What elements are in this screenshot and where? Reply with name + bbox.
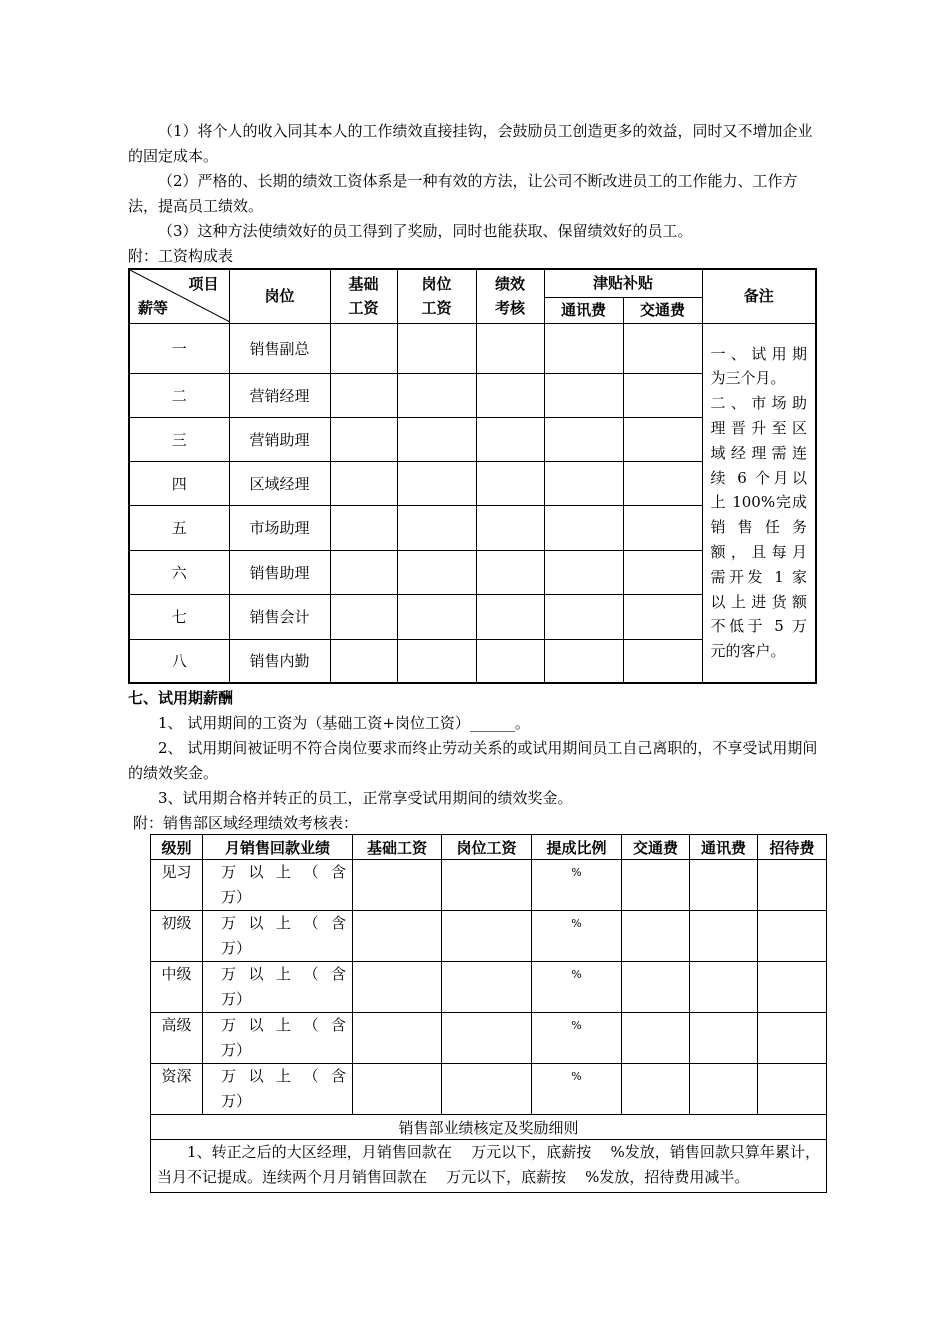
header-base-salary: 基础 工资 (330, 269, 397, 323)
table-row (151, 1013, 827, 1064)
sales-range-cell: 万 以 上 （ 含 万） (203, 860, 353, 911)
performance-assessment-table (150, 834, 827, 1193)
sales-range-cell: 万 以 上 （ 含 万） (203, 1013, 353, 1064)
grade-cell: 一 (129, 323, 229, 373)
commission-percent-cell: % (532, 1064, 622, 1115)
col-header-level: 级别 (151, 835, 203, 860)
col-header-phone-fee: 通讯费 (690, 835, 758, 860)
commission-percent-cell: % (532, 1013, 622, 1064)
header-post-salary: 岗位 工资 (397, 269, 476, 323)
header-diagonal-cell (129, 269, 229, 323)
remark-cell: 一、试用期 为三个月。 二、市场助 理晋升至区 域经理需连 续 6 个月以 上 100%完成 销 售 任 务 额，且每月 需开发 1 家 以上进货额 不低于 5 万 元的客户。 (702, 323, 816, 683)
table-row (151, 1064, 827, 1115)
table-row (151, 911, 827, 962)
header-allowance: 津贴补贴 (544, 269, 702, 297)
col-header-commission-rate: 提成比例 (532, 835, 622, 860)
footer-text-row (151, 1140, 827, 1193)
position-cell: 销售助理 (229, 550, 330, 594)
position-cell: 营销助理 (229, 417, 330, 461)
paragraph-2: （2）严格的、长期的绩效工资体系是一种有效的方法，让公司不断改进员工的工作能力、工作方法，提高员工绩效。 (128, 172, 798, 215)
header-position: 岗位 (229, 269, 330, 323)
commission-percent-cell: % (532, 962, 622, 1013)
col-header-entertainment-fee: 招待费 (758, 835, 827, 860)
salary-structure-table (128, 268, 817, 684)
header-grade: 薪等 (138, 299, 169, 318)
grade-cell: 八 (129, 639, 229, 683)
grade-cell: 七 (129, 594, 229, 639)
col-header-post-salary: 岗位工资 (442, 835, 532, 860)
header-remark: 备注 (702, 269, 816, 323)
header-item: 项目 (188, 275, 219, 294)
grade-cell: 三 (129, 417, 229, 461)
sales-range-cell: 万 以 上 （ 含 万） (203, 911, 353, 962)
position-cell: 市场助理 (229, 505, 330, 550)
grade-cell: 五 (129, 505, 229, 550)
col-header-transport-fee: 交通费 (622, 835, 690, 860)
section-7-item-3: 3、试用期合格并转正的员工，正常享受试用期间的绩效奖金。 (158, 789, 573, 807)
grade-cell: 二 (129, 373, 229, 417)
footer-title-row (151, 1115, 827, 1140)
grade-cell: 六 (129, 550, 229, 594)
table-row (151, 860, 827, 911)
table-header-row (151, 835, 827, 860)
commission-percent-cell: % (532, 860, 622, 911)
section-7-title: 七、试用期薪酬 (128, 689, 234, 707)
position-cell: 销售副总 (229, 323, 330, 373)
attachment-label-salary: 附：工资构成表 (128, 247, 234, 265)
attachment-label-performance: 附：销售部区域经理绩效考核表： (133, 814, 359, 832)
col-header-base-salary: 基础工资 (353, 835, 442, 860)
section-7-item-1: 1、 试用期间的工资为（基础工资+岗位工资）______。 (158, 714, 530, 732)
section-7-item-2: 2、 试用期间被证明不符合岗位要求而终止劳动关系的或试用期间员工自己离职的，不享受试用期间的绩效奖金。 (128, 739, 818, 782)
header-phone-fee: 通讯费 (544, 297, 623, 323)
paragraph-1: （1）将个人的收入同其本人的工作绩效直接挂钩，会鼓励员工创造更多的效益，同时又不增加企业的固定成本。 (128, 122, 813, 165)
level-cell: 高级 (151, 1013, 203, 1064)
position-cell: 营销经理 (229, 373, 330, 417)
header-transport-fee: 交通费 (623, 297, 702, 323)
position-cell: 销售内勤 (229, 639, 330, 683)
header-performance: 绩效 考核 (476, 269, 544, 323)
position-cell: 区域经理 (229, 461, 330, 505)
table-row (129, 323, 816, 373)
col-header-monthly-sales: 月销售回款业绩 (203, 835, 353, 860)
commission-percent-cell: % (532, 911, 622, 962)
sales-range-cell: 万 以 上 （ 含 万） (203, 1064, 353, 1115)
grade-cell: 四 (129, 461, 229, 505)
footer-text: 1、转正之后的大区经理，月销售回款在 万元以下，底薪按 %发放，销售回款只算年累计，当月不记提成。连续两个月月销售回款在 万元以下，底薪按 %发放，招待费用减半。 (151, 1140, 827, 1193)
level-cell: 见习 (151, 860, 203, 911)
footer-title: 销售部业绩核定及奖励细则 (151, 1115, 827, 1140)
paragraph-3: （3）这种方法使绩效好的员工得到了奖励，同时也能获取、保留绩效好的员工。 (158, 222, 693, 240)
level-cell: 中级 (151, 962, 203, 1013)
position-cell: 销售会计 (229, 594, 330, 639)
table-row (151, 962, 827, 1013)
sales-range-cell: 万 以 上 （ 含 万） (203, 962, 353, 1013)
level-cell: 初级 (151, 911, 203, 962)
level-cell: 资深 (151, 1064, 203, 1115)
